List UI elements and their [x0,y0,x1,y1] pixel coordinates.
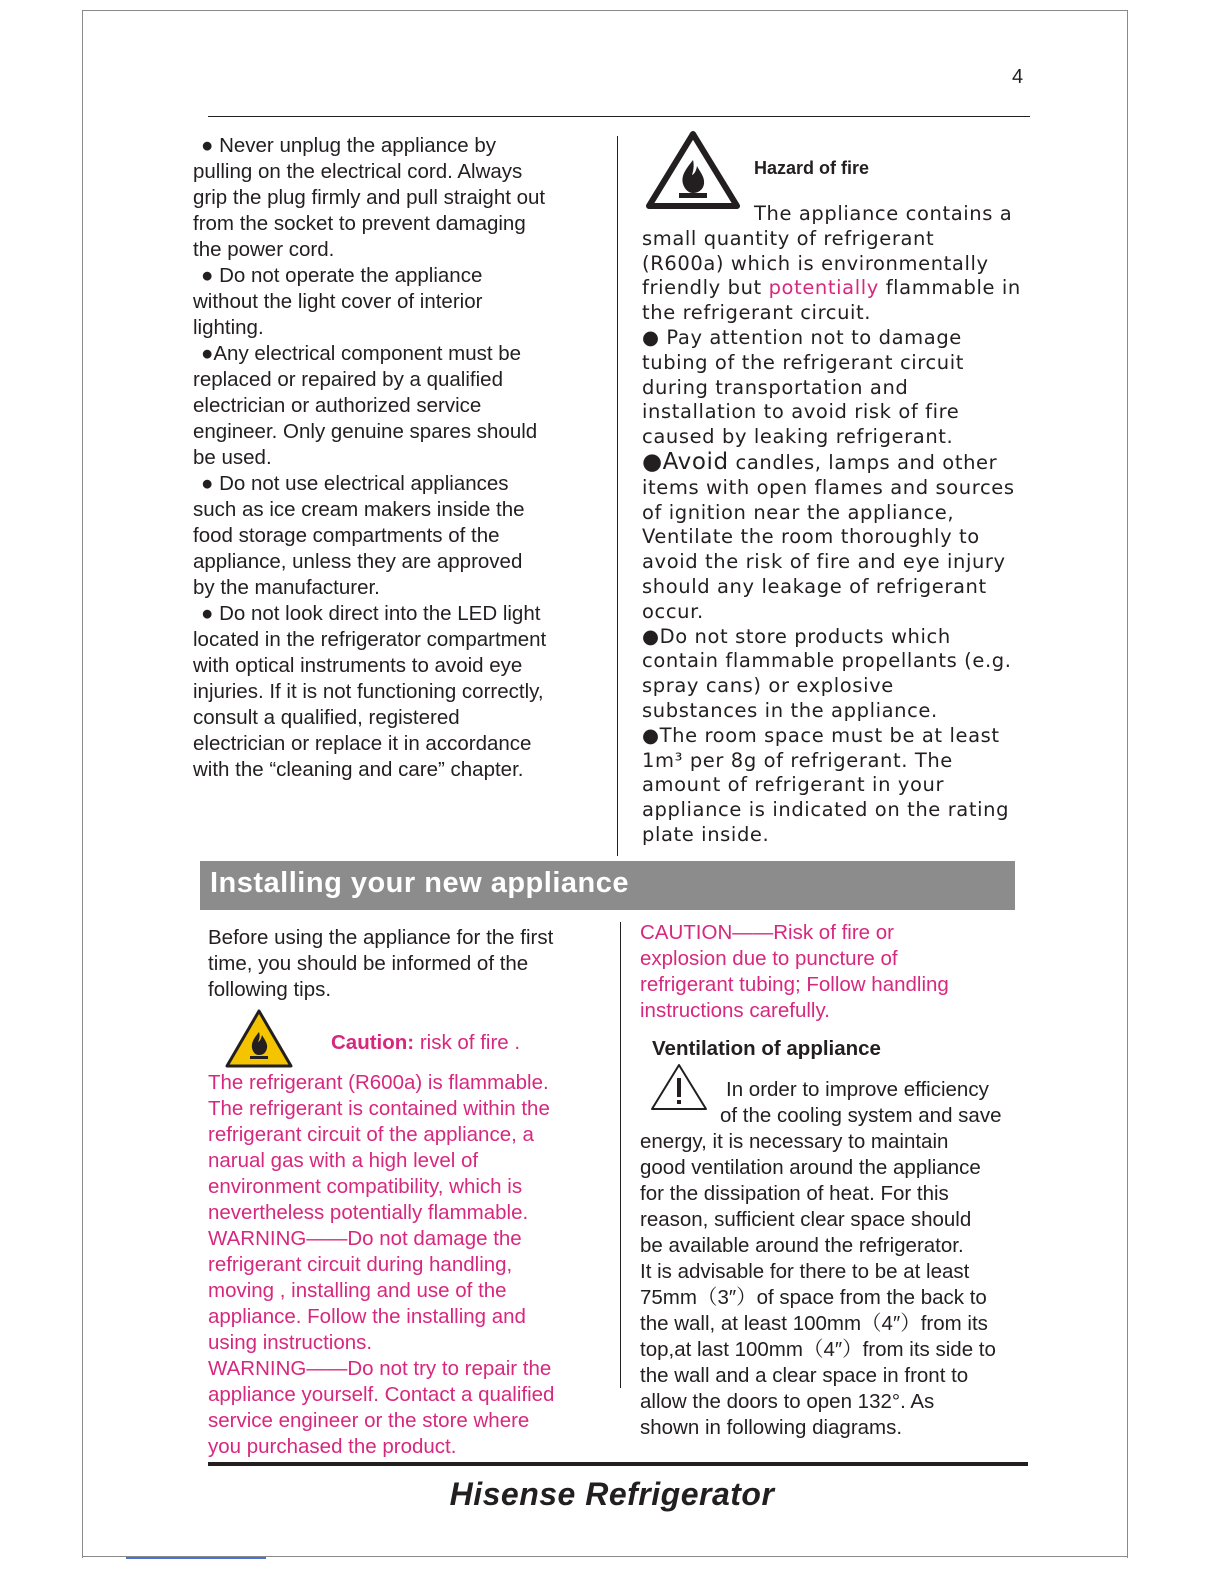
column-divider-lower [620,922,621,1388]
section-banner [200,861,1015,910]
text-fragment: flammable in [878,276,1021,300]
refrigerant-warning [208,1070,554,1460]
highlight-potentially: potentially [768,276,879,300]
text-line: during transportation and [642,375,909,399]
text-line: lighting. [193,316,264,339]
footer-rule [208,1462,1028,1466]
caution-fire-icon [224,1008,294,1070]
text-line: electrician or authorized service [193,394,482,417]
text-line: ● Do not use electrical appliances [201,472,509,495]
text-line: the power cord. [193,238,335,261]
text-line: food storage compartments of the [193,524,500,547]
text-line: allow the doors to open 132°. As [640,1390,935,1413]
text-line: tubing of the refrigerant circuit [642,350,965,374]
text-line: ● Do not look direct into the LED light [201,602,541,625]
text-line: reason, sufficient clear space should [640,1208,972,1231]
text-line: appliance yourself. Contact a qualified [208,1383,555,1406]
text-line: ● Never unplug the appliance by [201,134,497,157]
caution-line [331,1031,520,1055]
text-line: replaced or repaired by a qualified [193,368,503,391]
link-underline-mark [126,1557,266,1559]
text-line: shown in following diagrams. [640,1416,903,1439]
text-line: be available around the refrigerator. [640,1234,964,1257]
text-line: The refrigerant is contained within the [208,1097,550,1120]
text-line: electrician or replace it in accordance [193,732,532,755]
text-line: ●Any electrical component must be [201,342,522,365]
hazard-text [642,202,1021,848]
text-line: the refrigerant circuit. [642,301,872,325]
text-line: The appliance contains a [754,202,1013,225]
text-line [642,450,1021,476]
text-line: time, you should be informed of the [208,952,529,975]
text-line: good ventilation around the appliance [640,1156,981,1179]
text-line: appliance. Follow the installing and [208,1305,526,1328]
caution-label: Caution: [331,1031,415,1054]
fire-hazard-icon [645,130,741,212]
text-line: pulling on the electrical cord. Always [193,160,523,183]
text-line: WARNING——Do not try to repair the [208,1357,552,1380]
text-line: using instructions. [208,1331,373,1354]
text-line: installation to avoid risk of fire [642,400,960,424]
text-line: consult a qualified, registered [193,706,460,729]
text-line: you purchased the product. [208,1435,457,1458]
text-line: injuries. If it is not functioning correctly, [193,680,544,703]
text-line: located in the refrigerator compartment [193,628,547,651]
text-fragment: friendly but [642,276,769,300]
ventilation-text [640,1077,1001,1441]
text-line: refrigerant circuit of the appliance, a [208,1123,534,1146]
text-line: amount of refrigerant in your [642,773,945,797]
text-line: Ventilate the room thoroughly to [642,525,980,549]
text-line: grip the plug firmly and pull straight out [193,186,546,209]
text-line: such as ice cream makers inside the [193,498,525,521]
avoid-word: ●Avoid [642,448,729,475]
text-line: The refrigerant (R600a) is flammable. [208,1071,549,1094]
text-line: Before using the appliance for the first [208,926,554,949]
text-line: contain flammable propellants (e.g. [642,649,1012,673]
text-line: narual gas with a high level of [208,1149,479,1172]
text-line: following tips. [208,978,332,1001]
text-line: instructions carefully. [640,999,830,1022]
text-line: 75mm（3″）of space from the back to [640,1286,987,1309]
text-line [642,276,1021,301]
text-line: refrigerant tubing; Follow handling [640,973,949,996]
text-line: 1m³ per 8g of refrigerant. The [642,748,953,772]
text-line: ●Do not store products which [642,624,951,648]
text-line: explosion due to puncture of [640,947,898,970]
text-line: service engineer or the store where [208,1409,530,1432]
text-line: engineer. Only genuine spares should [193,420,538,443]
text-line: small quantity of refrigerant [642,226,935,250]
safety-instructions-left [193,133,546,783]
text-line: ●The room space must be at least [642,723,1000,747]
text-line: energy, it is necessary to maintain [640,1130,949,1153]
intro-text [208,925,553,1003]
text-line: ● Pay attention not to damage [642,325,962,349]
caution-text: risk of fire . [414,1031,521,1054]
column-divider [617,136,618,856]
text-line: spray cans) or explosive [642,674,894,698]
text-line: appliance, unless they are approved [193,550,523,573]
text-line: environment compatibility, which is [208,1175,523,1198]
header-rule [208,116,1030,117]
text-line: caused by leaking refrigerant. [642,425,954,449]
text-line: items with open flames and sources [642,475,1015,499]
hazard-title: Hazard of fire [754,158,870,178]
text-line: moving , installing and use of the [208,1279,507,1302]
text-line: from the socket to prevent damaging [193,212,526,235]
text-line: of ignition near the appliance, [642,500,955,524]
text-line: WARNING——Do not damage the [208,1227,522,1250]
text-line: occur. [642,599,704,623]
text-line: the wall, at least 100mm（4″）from its [640,1312,988,1335]
text-line: be used. [193,446,272,469]
text-line: should any leakage of refrigerant [642,574,987,598]
text-fragment: candles, lamps and other [728,450,998,474]
text-line: CAUTION——Risk of fire or [640,921,894,944]
text-line: the wall and a clear space in front to [640,1364,969,1387]
footer-brand: Hisense Refrigerator [449,1476,775,1512]
text-line: with the “cleaning and care” chapter. [193,758,524,781]
text-line: with optical instruments to avoid eye [193,654,523,677]
page-number: 4 [1012,66,1024,88]
text-line: ● Do not operate the appliance [201,264,483,287]
tubing-caution [640,920,949,1024]
text-line: without the light cover of interior [193,290,483,313]
text-line: top,at last 100mm（4″）from its side to [640,1338,996,1361]
ventilation-title: Ventilation of appliance [652,1037,881,1060]
text-line: appliance is indicated on the rating [642,798,1010,822]
text-line: by the manufacturer. [193,576,380,599]
section-title: Installing your new appliance [210,867,629,899]
text-line: substances in the appliance. [642,698,938,722]
text-line: for the dissipation of heat. For this [640,1182,949,1205]
text-line: plate inside. [642,822,770,846]
text-line: refrigerant circuit during handling, [208,1253,513,1276]
text-line: nevertheless potentially flammable. [208,1201,529,1224]
text-line: In order to improve efficiency [726,1078,989,1101]
text-line: of the cooling system and save [720,1104,1002,1127]
text-line: It is advisable for there to be at least [640,1260,970,1283]
text-line: avoid the risk of fire and eye injury [642,550,1006,574]
text-line: (R600a) which is environmentally [642,251,989,275]
